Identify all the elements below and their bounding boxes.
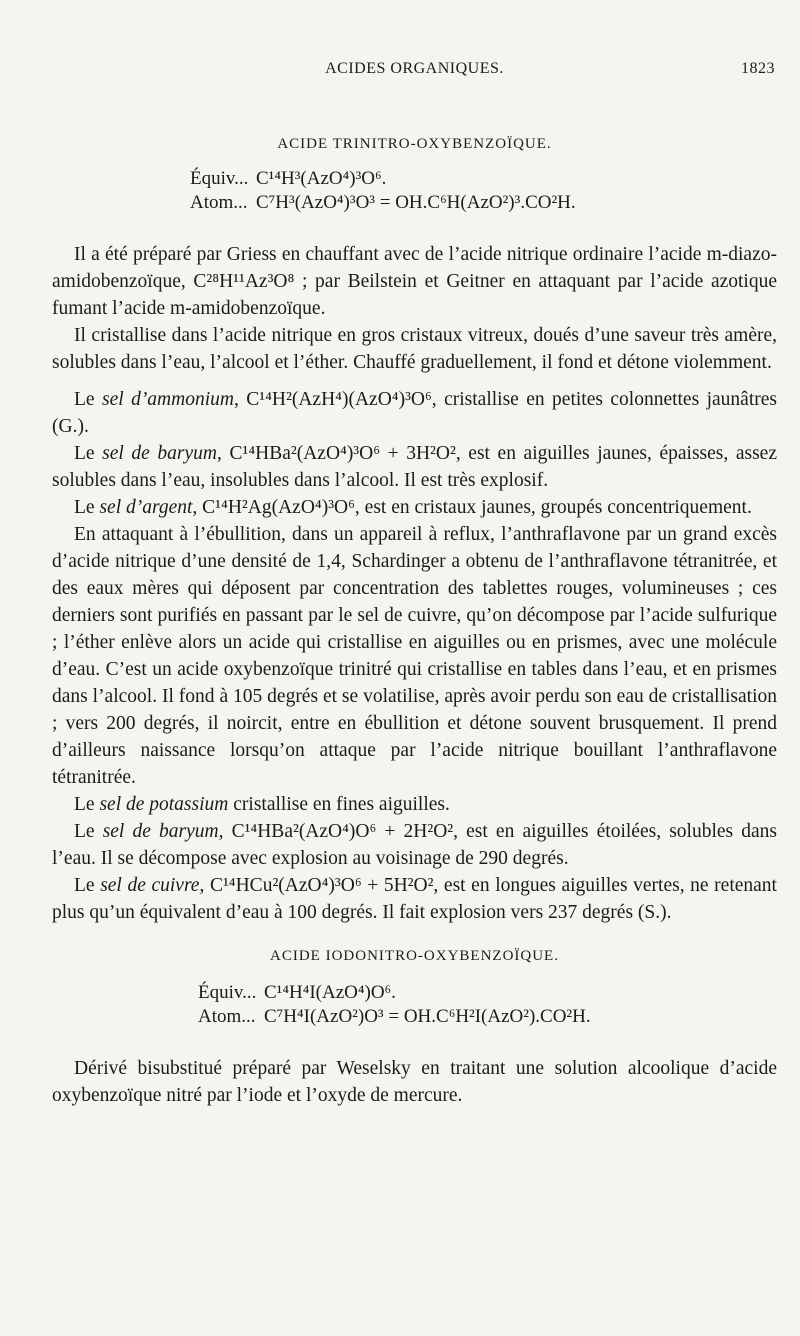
equiv-formula-line [190, 167, 777, 191]
atom-label: Atom... [198, 1006, 256, 1027]
text-run: Le [74, 389, 102, 410]
paragraph-preparation: Il a été préparé par Griess en chauffant avec de l’acide nitrique ordinaire l’acide m-diazo-amidobenzoïque, C²⁸H¹¹Az³O⁸ ; par Beilstein et Geitner en attaquant par l’acide azotique fumant l’acide m-amidobenzoïque. [52, 244, 777, 319]
paragraph-anthraflavone: En attaquant à l’ébullition, dans un appareil à reflux, l’anthraflavone par un grand excès d’acide nitrique d’une densité de 1,4, Schardinger a obtenu de l’anthraflavone tétranitrée, et des eaux mères qui déposent par concentration des tablettes rouges, volumineuses ; ces derniers sont purifiés en passant par le sel de cuivre, qu’on décompose par l’acide sulfurique ; l’éther enlève alors un acide qui cristallise en aiguilles ou en prismes, avec une molécule d’eau. C’est un acide oxybenzoïque trinitré qui cristallise en tables dans l’eau, et en prismes dans l’alcool. Il fond à 105 degrés et se volatilise, après avoir perdu son eau de cristallisation ; vers 200 degrés, il noircit, entre en ébullition et détone souvent brusquement. Il prend d’ailleurs naissance lorsqu’on attaque par l’acide nitrique bouillant l’anthraflavone tétranitrée. [52, 524, 777, 788]
equiv-formula: C¹⁴H⁴I(AzO⁴)O⁶. [264, 982, 396, 1003]
section-body-trinitro [52, 241, 777, 926]
atom-formula: C⁷H³(AzO⁴)³O³ = OH.C⁶H(AzO²)³.CO²H. [256, 192, 576, 213]
paragraph-potassium-salt [52, 791, 777, 818]
equiv-formula-line [198, 981, 777, 1005]
text-run: , C¹⁴H²Ag(AzO⁴)³O⁶, est en cristaux jaunes, groupés concentriquement. [192, 497, 752, 518]
running-title: ACIDES ORGANIQUES. [325, 60, 504, 77]
running-header [52, 56, 777, 84]
equiv-label: Équiv... [190, 168, 249, 189]
salt-name: sel d’argent [99, 497, 193, 518]
paragraph-barium-salt [52, 440, 777, 494]
page-number: 1823 [741, 60, 775, 77]
paragraph-barium-salt-2 [52, 818, 777, 872]
text-run: Le [74, 821, 103, 842]
atom-formula: C⁷H⁴I(AzO²)O³ = OH.C⁶H²I(AzO²).CO²H. [264, 1006, 591, 1027]
paragraph-derivative: Dérivé bisubstitué préparé par Weselsky en traitant une solution alcoolique d’acide oxybenzoïque nitré par l’iode et l’oxyde de mercure. [52, 1058, 777, 1106]
text-run: Le [74, 794, 100, 815]
salt-name: sel de baryum [102, 443, 217, 464]
salt-name: sel de cuivre [100, 875, 200, 896]
salt-name: sel d’ammonium [101, 389, 234, 410]
salt-name: sel de baryum [102, 821, 219, 842]
text-run: , C¹⁴HCu²(AzO⁴)³O⁶ + 5H²O², est en longues aiguilles vertes, ne retenant plus qu’un équivalent d’eau à 100 degrés. Il fait explosion vers 237 degrés (S.). [52, 875, 777, 923]
equiv-label: Équiv... [198, 982, 257, 1003]
formula-block-trinitro [190, 167, 777, 215]
paragraph-silver-salt [52, 494, 777, 521]
formula-block-iodonitro [198, 981, 777, 1029]
atom-label: Atom... [190, 192, 248, 213]
equiv-formula: C¹⁴H³(AzO⁴)³O⁶. [256, 168, 387, 189]
section-body-iodonitro [52, 1055, 777, 1109]
paragraph-copper-salt [52, 872, 777, 926]
paragraph-ammonium-salt [52, 386, 777, 440]
salt-name: sel de potassium [99, 794, 229, 815]
paragraph-properties: Il cristallise dans l’acide nitrique en gros cristaux vitreux, doués d’une saveur très amère, solubles dans l’eau, l’alcool et l’éther. Chauffé graduellement, il fond et détone violemment. [52, 325, 777, 373]
text-run: , C¹⁴HBa²(AzO⁴)³O⁶ + 3H²O², est en aiguilles jaunes, épaisses, assez solubles dans l’eau, insolubles dans l’alcool. Il est très explosif. [52, 443, 777, 491]
section-title-iodonitro: ACIDE IODONITRO-OXYBENZOÏQUE. [270, 948, 559, 964]
text-run: Le [74, 875, 101, 896]
atom-formula-line [190, 191, 777, 215]
text-run: Le [74, 497, 100, 518]
section-title-trinitro: ACIDE TRINITRO-OXYBENZOÏQUE. [277, 136, 552, 152]
document-page [52, 56, 777, 1109]
atom-formula-line [198, 1005, 777, 1029]
text-run: , C¹⁴H²(AzH⁴)(AzO⁴)³O⁶, cristallise en petites colonnettes jaunâtres (G.). [52, 389, 777, 437]
text-run: cristallise en fines aiguilles. [228, 794, 450, 815]
text-run: Le [74, 443, 103, 464]
text-run: , C¹⁴HBa²(AzO⁴)O⁶ + 2H²O², est en aiguilles étoilées, solubles dans l’eau. Il se décompose avec explosion au voisinage de 290 degrés. [52, 821, 777, 869]
